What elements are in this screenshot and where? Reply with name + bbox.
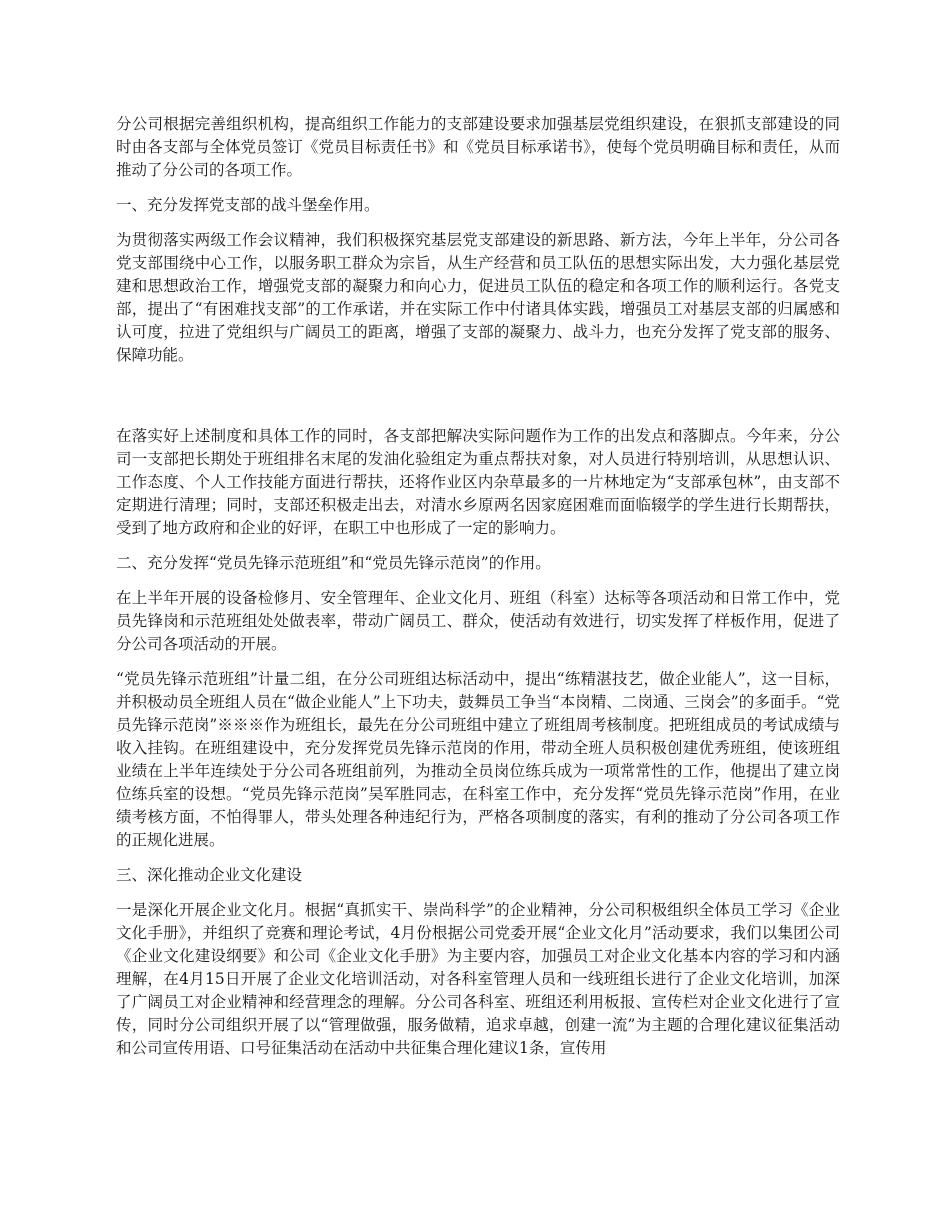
section-heading-1: 一、充分发挥党支部的战斗堡垒作用。 <box>116 196 380 214</box>
paragraph-culture-month: 一是深化开展企业文化月。根据“真抓实干、崇尚科学”的企业精神，分公司积极组织全体员工学习《企业文化手册》，并组织了竞赛和理论考试，4月份根据公司党委开展“企业文化月”活动要求，我们以集团公司《企业文化建设纲要》和公司《企业文化手册》为主要内容，加强员工对企业文化基本内容的学习和内涵理解，在4月15日开展了企业文化培训活动，对各科室管理人员和一线班组长进行了企业文化培训，加深了广阔员工对企业精神和经营理念的理解。分公司各科室、班组还利用板报、宣传栏对企业文化进行了宣传，同时分公司组织开展了以“管理做强，服务做精，追求卓越，创建一流”为主题的合理化建议征集活动和公司宣传用语、口号征集活动在活动中共征集合理化建议1条，宣传用 <box>116 901 840 1057</box>
paragraph-practical-problems: 在落实好上述制度和具体工作的同时，各支部把解决实际问题作为工作的出发点和落脚点。今年来，分公司一支部把长期处于班组排名末尾的发油化验组定为重点帮扶对象，对人员进行特别培训，从思想认识、工作态度、个人工作技能方面进行帮扶，还将作业区内杂草最多的一片林地定为“支部承包林”，由支部不定期进行清理；同时，支部还积极走出去，对清水乡原两名因家庭困难而面临辍学的学生进行长期帮扶，受到了地方政府和企业的好评，在职工中也形成了一定的影响力。 <box>116 427 840 537</box>
section-heading-2: 二、充分发挥“党员先锋示范班组”和“党员先锋示范岗”的作用。 <box>116 554 551 572</box>
blank-gap <box>116 379 840 425</box>
paragraph-model-team: “党员先锋示范班组”计量二组，在分公司班组达标活动中，提出“练精湛技艺，做企业能人”，这一目标，并积极动员全班组人员在“做企业能人”上下功夫，鼓舞员工争当“本岗精、二岗通、三岗会”的多面手。“党员先锋示范岗”※※※作为班组长，最先在分公司班组中建立了班组周考核制度。把班组成员的考试成绩与收入挂钩。在班组建设中，充分发挥党员先锋示范岗的作用，带动全班人员积极创建优秀班组，使该班组业绩在上半年连续处于分公司各班组前列，为推动全员岗位练兵成为一项常常性的工作，他提出了建立岗位练兵室的设想。“党员先锋示范岗”吴军胜同志，在科室工作中，充分发挥“党员先锋示范岗”作用，在业绩考核方面，不怕得罪人，带头处理各种违纪行为，严格各项制度的落实，有利的推动了分公司各项工作的正规化进展。 <box>116 670 840 849</box>
section-heading-3: 三、深化推动企业文化建设 <box>116 866 303 884</box>
document-body <box>116 113 840 1072</box>
paragraph-activities: 在上半年开展的设备检修月、安全管理年、企业文化月、班组（科室）达标等各项活动和日常工作中，党员先锋岗和示范班组处处做表率，带动广阔员工、群众，使活动有效进行，切实发挥了样板作用，促进了分公司各项活动的开展。 <box>116 589 840 653</box>
paragraph-intro: 分公司根据完善组织机构，提高组织工作能力的支部建设要求加强基层党组织建设，在狠抓支部建设的同时由各支部与全体党员签订《党员目标责任书》和《党员目标承诺书》，使每个党员明确目标和责任，从而推动了分公司的各项工作。 <box>116 115 840 179</box>
paragraph-party-branch: 为贯彻落实两级工作会议精神，我们积极探究基层党支部建设的新思路、新方法，今年上半年，分公司各党支部围绕中心工作，以服务职工群众为宗旨，从生产经营和员工队伍的思想实际出发，大力强化基层党建和思想政治工作，增强党支部的凝聚力和向心力，促进员工队伍的稳定和各项工作的顺利运行。各党支部，提出了“有困难找支部”的工作承诺，并在实际工作中付诸具体实践，增强员工对基层支部的归属感和认可度，拉进了党组织与广阔员工的距离，增强了支部的凝聚力、战斗力，也充分发挥了党支部的服务、保障功能。 <box>116 231 840 364</box>
